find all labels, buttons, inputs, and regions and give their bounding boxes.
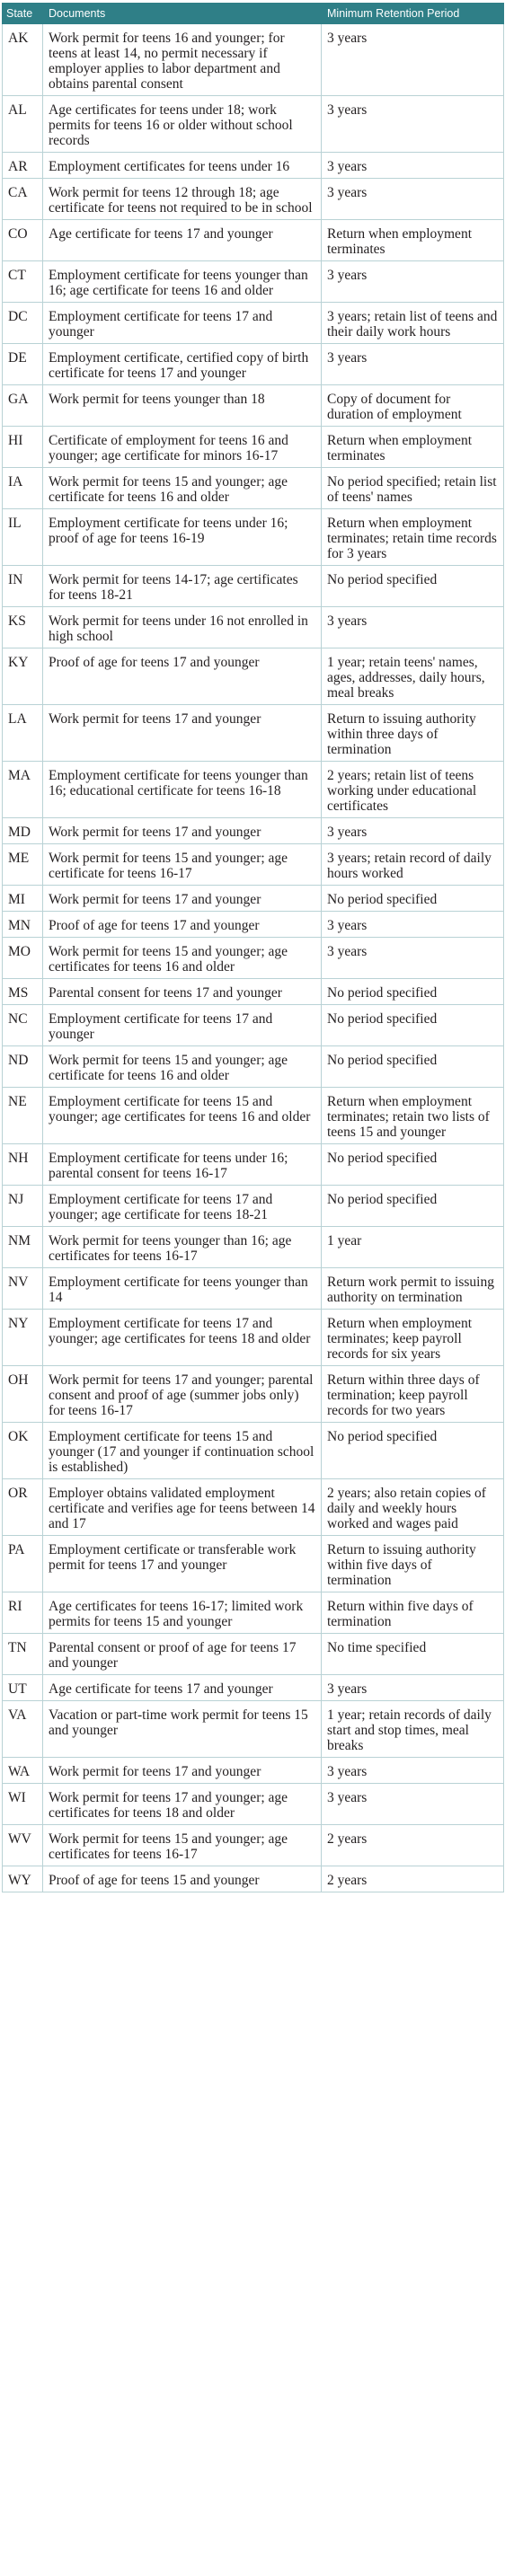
retention-cell: 2 years	[322, 1825, 504, 1866]
state-cell: WY	[3, 1866, 43, 1892]
table-row	[3, 1366, 504, 1423]
table-row	[3, 1536, 504, 1592]
column-header-state: State	[3, 4, 43, 24]
column-header-documents: Documents	[43, 4, 322, 24]
table-row	[3, 648, 504, 705]
table-row	[3, 1310, 504, 1366]
state-cell: UT	[3, 1675, 43, 1701]
table-row	[3, 1088, 504, 1144]
table-row	[3, 1758, 504, 1784]
documents-cell: Age certificate for teens 17 and younger	[43, 220, 322, 261]
retention-cell: Return when employment terminates; retain time records for 3 years	[322, 509, 504, 566]
table-row	[3, 1186, 504, 1227]
state-cell: AL	[3, 96, 43, 153]
retention-cell: Return work permit to issuing authority on termination	[322, 1268, 504, 1310]
state-cell: DC	[3, 303, 43, 344]
table-row	[3, 179, 504, 220]
state-cell: AR	[3, 153, 43, 179]
state-cell: NY	[3, 1310, 43, 1366]
table-row	[3, 24, 504, 96]
documents-cell: Parental consent or proof of age for teens 17 and younger	[43, 1634, 322, 1675]
state-cell: HI	[3, 427, 43, 468]
state-cell: AK	[3, 24, 43, 96]
documents-cell: Employment certificate, certified copy of birth certificate for teens 17 and younger	[43, 344, 322, 385]
table-row	[3, 1227, 504, 1268]
table-row	[3, 468, 504, 509]
retention-cell: 1 year	[322, 1227, 504, 1268]
documents-cell: Work permit for teens 12 through 18; age certificate for teens not required to be in school	[43, 179, 322, 220]
documents-cell: Employment certificate for teens 17 and younger	[43, 303, 322, 344]
documents-cell: Work permit for teens 15 and younger; age certificates for teens 16 and older	[43, 938, 322, 979]
retention-cell: 3 years	[322, 24, 504, 96]
state-cell: GA	[3, 385, 43, 427]
documents-cell: Work permit for teens 15 and younger; age certificates for teens 16-17	[43, 1825, 322, 1866]
table-row	[3, 607, 504, 648]
table-row	[3, 566, 504, 607]
retention-cell: Return when employment terminates; keep payroll records for six years	[322, 1310, 504, 1366]
state-cell: IL	[3, 509, 43, 566]
documents-cell: Certificate of employment for teens 16 and younger; age certificate for minors 16-17	[43, 427, 322, 468]
state-cell: LA	[3, 705, 43, 762]
retention-cell: No period specified	[322, 1186, 504, 1227]
state-cell: OK	[3, 1423, 43, 1479]
state-cell: CT	[3, 261, 43, 303]
documents-cell: Work permit for teens 15 and younger; age certificate for teens 16 and older	[43, 1046, 322, 1088]
table-row	[3, 938, 504, 979]
documents-cell: Employment certificate for teens younger than 16; age certificate for teens 16 and older	[43, 261, 322, 303]
documents-cell: Proof of age for teens 15 and younger	[43, 1866, 322, 1892]
documents-cell: Work permit for teens younger than 16; age certificates for teens 16-17	[43, 1227, 322, 1268]
documents-cell: Employment certificate for teens under 16; parental consent for teens 16-17	[43, 1144, 322, 1186]
state-cell: NV	[3, 1268, 43, 1310]
table-row	[3, 427, 504, 468]
retention-cell: 3 years	[322, 344, 504, 385]
documents-cell: Employment certificate for teens 15 and younger (17 and younger if continuation school is established)	[43, 1423, 322, 1479]
documents-cell: Work permit for teens 17 and younger; parental consent and proof of age (summer jobs only) for teens 16-17	[43, 1366, 322, 1423]
table-row	[3, 1268, 504, 1310]
table-row	[3, 303, 504, 344]
documents-cell: Work permit for teens younger than 18	[43, 385, 322, 427]
table-row	[3, 344, 504, 385]
retention-cell: 1 year; retain records of daily start and stop times, meal breaks	[322, 1701, 504, 1758]
table-row	[3, 1701, 504, 1758]
table-row	[3, 220, 504, 261]
table-row	[3, 96, 504, 153]
table-header	[3, 4, 504, 24]
state-cell: KS	[3, 607, 43, 648]
retention-cell: 3 years	[322, 1675, 504, 1701]
state-cell: VA	[3, 1701, 43, 1758]
retention-cell: No period specified	[322, 886, 504, 912]
state-cell: MI	[3, 886, 43, 912]
documents-cell: Work permit for teens 15 and younger; age certificate for teens 16-17	[43, 844, 322, 886]
state-cell: CA	[3, 179, 43, 220]
state-cell: PA	[3, 1536, 43, 1592]
table-body	[3, 24, 504, 1892]
table-row	[3, 762, 504, 818]
documents-cell: Work permit for teens 15 and younger; age certificate for teens 16 and older	[43, 468, 322, 509]
retention-cell: No period specified	[322, 1423, 504, 1479]
retention-cell: 3 years	[322, 1758, 504, 1784]
retention-cell: Return within five days of termination	[322, 1592, 504, 1634]
documents-cell: Employment certificate or transferable work permit for teens 17 and younger	[43, 1536, 322, 1592]
retention-cell: 3 years	[322, 818, 504, 844]
table-row	[3, 1423, 504, 1479]
documents-cell: Employment certificate for teens under 16; proof of age for teens 16-19	[43, 509, 322, 566]
retention-cell: 3 years	[322, 607, 504, 648]
retention-cell: Return to issuing authority within three days of termination	[322, 705, 504, 762]
documents-cell: Employment certificate for teens 17 and younger	[43, 1005, 322, 1046]
retention-cell: 3 years	[322, 153, 504, 179]
documents-cell: Employment certificate for teens 17 and younger; age certificate for teens 18-21	[43, 1186, 322, 1227]
table-row	[3, 705, 504, 762]
documents-cell: Age certificates for teens 16-17; limited work permits for teens 15 and younger	[43, 1592, 322, 1634]
retention-cell: 3 years	[322, 912, 504, 938]
state-cell: MS	[3, 979, 43, 1005]
retention-cell: No period specified	[322, 1144, 504, 1186]
retention-cell: Return within three days of termination; keep payroll records for two years	[322, 1366, 504, 1423]
table-row	[3, 385, 504, 427]
state-cell: CO	[3, 220, 43, 261]
state-cell: OR	[3, 1479, 43, 1536]
documents-cell: Vacation or part-time work permit for teens 15 and younger	[43, 1701, 322, 1758]
retention-cell: 3 years	[322, 261, 504, 303]
state-cell: KY	[3, 648, 43, 705]
retention-cell: No period specified	[322, 1046, 504, 1088]
documents-cell: Employer obtains validated employment certificate and verifies age for teens between 14 and 17	[43, 1479, 322, 1536]
documents-cell: Employment certificate for teens 17 and younger; age certificates for teens 18 and older	[43, 1310, 322, 1366]
retention-cell: 3 years; retain record of daily hours worked	[322, 844, 504, 886]
retention-cell: 3 years	[322, 1784, 504, 1825]
retention-cell: Return when employment terminates; retain two lists of teens 15 and younger	[322, 1088, 504, 1144]
state-cell: WV	[3, 1825, 43, 1866]
documents-cell: Age certificate for teens 17 and younger	[43, 1675, 322, 1701]
retention-cell: 3 years	[322, 938, 504, 979]
retention-cell: No period specified	[322, 566, 504, 607]
retention-cell: 1 year; retain teens' names, ages, addresses, daily hours, meal breaks	[322, 648, 504, 705]
table-row	[3, 1479, 504, 1536]
table-row	[3, 912, 504, 938]
state-cell: MN	[3, 912, 43, 938]
documents-cell: Employment certificate for teens younger than 14	[43, 1268, 322, 1310]
retention-cell: 3 years; retain list of teens and their daily work hours	[322, 303, 504, 344]
table-row	[3, 1634, 504, 1675]
table-row	[3, 979, 504, 1005]
documents-cell: Proof of age for teens 17 and younger	[43, 912, 322, 938]
documents-cell: Work permit for teens under 16 not enrolled in high school	[43, 607, 322, 648]
retention-cell: 3 years	[322, 96, 504, 153]
documents-cell: Work permit for teens 16 and younger; for teens at least 14, no permit necessary if employer applies to labor department and obtains parental consent	[43, 24, 322, 96]
retention-cell: 2 years; also retain copies of daily and weekly hours worked and wages paid	[322, 1479, 504, 1536]
documents-cell: Work permit for teens 17 and younger; age certificates for teens 18 and older	[43, 1784, 322, 1825]
table-row	[3, 844, 504, 886]
retention-cell: 2 years; retain list of teens working under educational certificates	[322, 762, 504, 818]
retention-table	[2, 3, 504, 1892]
documents-cell: Employment certificate for teens younger than 16; educational certificate for teens 16-18	[43, 762, 322, 818]
state-cell: NC	[3, 1005, 43, 1046]
state-cell: NE	[3, 1088, 43, 1144]
documents-cell: Work permit for teens 17 and younger	[43, 886, 322, 912]
state-cell: IN	[3, 566, 43, 607]
documents-cell: Work permit for teens 17 and younger	[43, 818, 322, 844]
state-cell: TN	[3, 1634, 43, 1675]
documents-cell: Employment certificates for teens under 16	[43, 153, 322, 179]
column-header-retention: Minimum Retention Period	[322, 4, 504, 24]
documents-cell: Age certificates for teens under 18; work permits for teens 16 or older without school records	[43, 96, 322, 153]
retention-cell: No period specified; retain list of teens' names	[322, 468, 504, 509]
state-cell: RI	[3, 1592, 43, 1634]
state-cell: NM	[3, 1227, 43, 1268]
documents-cell: Work permit for teens 17 and younger	[43, 705, 322, 762]
retention-cell: 2 years	[322, 1866, 504, 1892]
retention-cell: 3 years	[322, 179, 504, 220]
table-row	[3, 1784, 504, 1825]
retention-cell: Copy of document for duration of employment	[322, 385, 504, 427]
state-cell: NJ	[3, 1186, 43, 1227]
state-cell: MO	[3, 938, 43, 979]
table-row	[3, 1866, 504, 1892]
state-cell: OH	[3, 1366, 43, 1423]
header-row	[3, 4, 504, 24]
table-row	[3, 1675, 504, 1701]
table-row	[3, 818, 504, 844]
documents-cell: Work permit for teens 14-17; age certificates for teens 18-21	[43, 566, 322, 607]
documents-cell: Parental consent for teens 17 and younger	[43, 979, 322, 1005]
documents-cell: Proof of age for teens 17 and younger	[43, 648, 322, 705]
documents-cell: Work permit for teens 17 and younger	[43, 1758, 322, 1784]
documents-cell: Employment certificate for teens 15 and younger; age certificates for teens 16 and older	[43, 1088, 322, 1144]
retention-cell: No period specified	[322, 979, 504, 1005]
table-row	[3, 153, 504, 179]
state-cell: NH	[3, 1144, 43, 1186]
state-cell: MA	[3, 762, 43, 818]
state-cell: WI	[3, 1784, 43, 1825]
table-row	[3, 1005, 504, 1046]
table-row	[3, 261, 504, 303]
table-row	[3, 886, 504, 912]
state-cell: DE	[3, 344, 43, 385]
retention-cell: No time specified	[322, 1634, 504, 1675]
retention-cell: Return to issuing authority within five days of termination	[322, 1536, 504, 1592]
retention-cell: Return when employment terminates	[322, 220, 504, 261]
table-row	[3, 1825, 504, 1866]
state-cell: WA	[3, 1758, 43, 1784]
table-row	[3, 509, 504, 566]
table-row	[3, 1592, 504, 1634]
state-cell: MD	[3, 818, 43, 844]
state-cell: ME	[3, 844, 43, 886]
table-row	[3, 1144, 504, 1186]
state-cell: ND	[3, 1046, 43, 1088]
retention-cell: No period specified	[322, 1005, 504, 1046]
retention-cell: Return when employment terminates	[322, 427, 504, 468]
state-cell: IA	[3, 468, 43, 509]
table-row	[3, 1046, 504, 1088]
